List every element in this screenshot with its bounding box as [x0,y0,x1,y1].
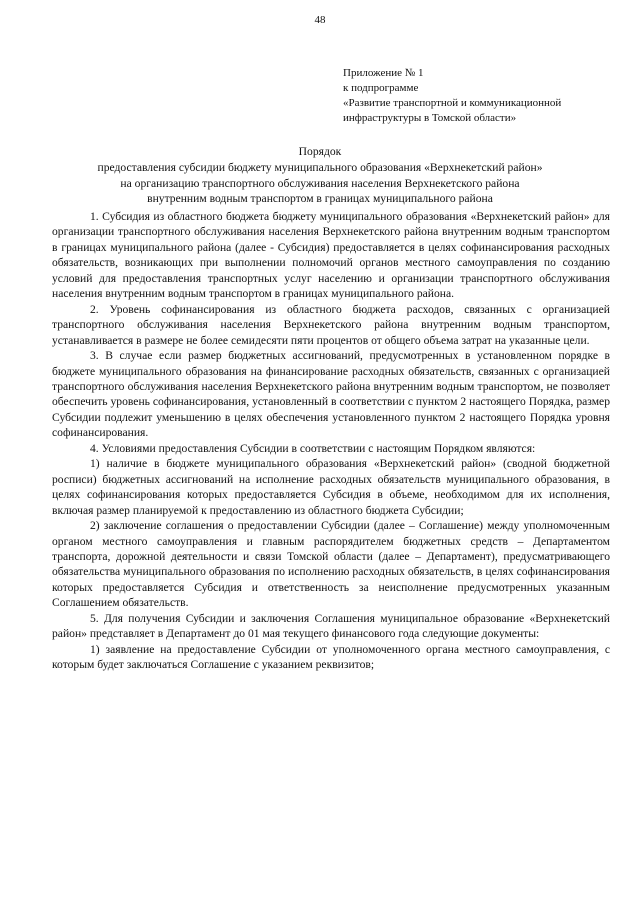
paragraph-4-1: 1) наличие в бюджете муниципального образования «Верхнекетский район» (сводной бюджетной росписи) бюджетных ассигнований на исполнение расходных обязательств муниципального образования, в целях софинансирования которых предоставляется Субсидия в объеме, необходимом для их исполнения, включая размер планируемой к предоставлению из областного бюджета Субсидии; [52,457,610,517]
page-number: 48 [314,14,326,26]
title-heading: Порядок [298,145,342,158]
paragraph-1: 1. Субсидия из областного бюджета бюджету муниципального образования «Верхнекетский район» для организации транспортного обслуживания населения Верхнекетского района внутренним водным транспортом в границах муниципального района (далее - Субсидия) предоставляется в целях софинансирования расходных обязательств, возникающих при выполнении полномочий органов местного самоуправления по созданию условий для предоставления транспортных услуг населению и организации транспортного обслуживания населения внутренним водным транспортом в границах муниципального района. [52,210,610,301]
paragraph-2: 2. Уровень софинансирования из областного бюджета расходов, связанных с организацией транспортного обслуживания населения Верхнекетского района внутренним водным транспортом, устанавливается в размере не более семидесяти пяти процентов от общего объема затрат на указанные цели. [52,302,610,347]
document-title [40,144,600,207]
document-body [52,209,610,673]
title-line: внутренним водным транспортом в границах муниципального района [147,192,493,206]
paragraph-3: 3. В случае если размер бюджетных ассигнований, предусмотренных в установленном порядке в бюджете муниципального образования на финансирование расходных обязательств, связанных с организацией транспортного обслуживания населения Верхнекетского района внутренним водным транспортом, не позволяет обеспечить уровень софинансирования, установленный в соответствии с пунктом 2 настоящего Порядка, размер Субсидии подлежит уменьшению в целях обеспечения установленного пунктом 2 настоящего Порядка уровня софинансирования. [52,349,610,440]
paragraph-5-1: 1) заявление на предоставление Субсидии от уполномоченного органа местного самоуправления, с которым будет заключаться Соглашение с указанием реквизитов; [52,642,610,672]
title-line: на организацию транспортного обслуживания населения Верхнекетского района [120,176,520,190]
title-line: предоставления субсидии бюджету муниципального образования «Верхнекетский район» [97,160,543,174]
appendix-header [343,66,623,126]
paragraph-4-2: 2) заключение соглашения о предоставлении Субсидии (далее – Соглашение) между уполномоченным органом местного самоуправления и главным распорядителем бюджетных средств – Департаментом транспорта, дорожной деятельности и связи Томской области (далее – Департамент), предусматривающего обязательства муниципального образования по исполнению расходных обязательств, в целях софинансирования которых предоставляется Субсидия и ответственность за неисполнение предусмотренных указанным Соглашением обязательств. [52,519,610,610]
appendix-line: Приложение № 1 [343,67,424,79]
appendix-line: к подпрограмме [343,82,419,94]
appendix-line: «Развитие транспортной и коммуникационной [343,97,562,109]
paragraph-4: 4. Условиями предоставления Субсидии в соответствии с настоящим Порядком являются: [90,441,536,455]
appendix-line: инфраструктуры в Томской области» [343,112,517,124]
paragraph-5: 5. Для получения Субсидии и заключения Соглашения муниципальное образование «Верхнекетский район» представляет в Департамент до 01 мая текущего финансового года следующие документы: [52,611,610,641]
